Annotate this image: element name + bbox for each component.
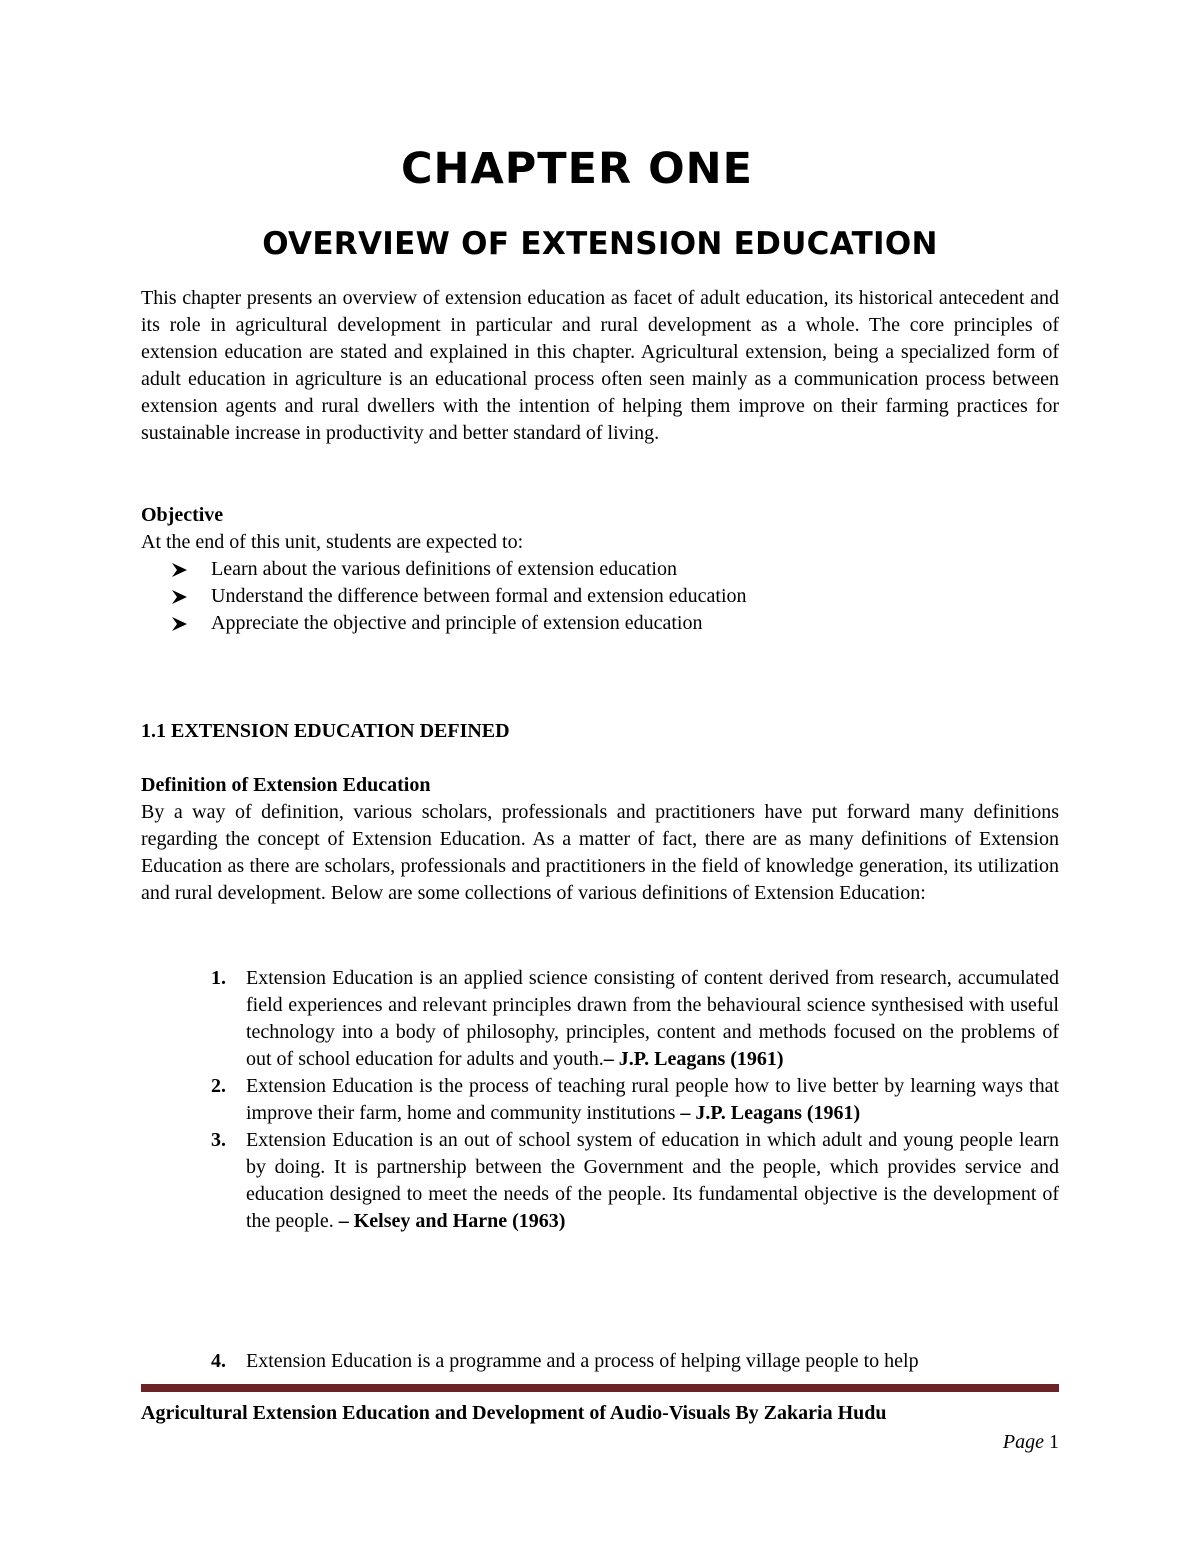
page-label: Page bbox=[1002, 1431, 1044, 1453]
definition-text: Extension Education is a programme and a process of helping village people to help bbox=[246, 1350, 919, 1372]
list-item bbox=[168, 610, 1059, 637]
arrow-bullet-icon bbox=[168, 556, 192, 583]
definition-heading: Definition of Extension Education bbox=[141, 774, 431, 796]
definition-text: Extension Education is the process of teaching rural people how to live better by learning ways that improve their farm, home and community institutions bbox=[246, 1075, 1059, 1124]
definition-number: 1. bbox=[211, 967, 226, 989]
page-number bbox=[1003, 1429, 1059, 1456]
footer-rule bbox=[141, 1384, 1059, 1392]
arrow-bullet-icon bbox=[168, 583, 192, 610]
objective-list bbox=[141, 556, 1059, 637]
list-item bbox=[168, 583, 1059, 610]
definition-author: – Kelsey and Harne (1963) bbox=[333, 1210, 566, 1232]
definition-text: Extension Education is an out of school system of education in which adult and young people learn by doing. It is partnership between the Government and the people, which provides service and education designed to meet the needs of the people. Its fundamental objective is the development of the people. bbox=[246, 1129, 1059, 1232]
definition-body: By a way of definition, various scholars, professionals and practitioners have put forward many definitions regarding the concept of Extension Education. As a matter of fact, there are as many definitions of Extension Education as there are scholars, professionals and practitioners in the field of knowledge generation, its utilization and rural development. Below are some collections of various definitions of Extension Education: bbox=[141, 801, 1059, 904]
intro-paragraph: This chapter presents an overview of extension education as facet of adult education, its historical antecedent and its role in agricultural development in particular and rural development as a whole. The core principles of extension education are stated and explained in this chapter. Agricultural extension, being a specialized form of adult education in agriculture is an educational process often seen mainly as a communication process between extension agents and rural dwellers with the intention of helping them improve on their farming practices for sustainable increase in productivity and better standard of living. bbox=[141, 287, 1059, 444]
definition-number: 4. bbox=[211, 1350, 226, 1372]
objective-item-text: Learn about the various definitions of extension education bbox=[211, 558, 677, 580]
objective-intro: At the end of this unit, students are expected to: bbox=[141, 531, 524, 553]
list-item bbox=[141, 1127, 1059, 1235]
list-item bbox=[141, 1348, 1059, 1375]
list-item bbox=[168, 556, 1059, 583]
definition-author: – J.P. Leagans (1961) bbox=[675, 1102, 861, 1124]
page-number-value: 1 bbox=[1049, 1431, 1059, 1453]
definition-list-continued bbox=[141, 1348, 1059, 1375]
objective-item-text: Understand the difference between formal and extension education bbox=[211, 585, 747, 607]
objective-block bbox=[141, 502, 1059, 637]
definition-number: 3. bbox=[211, 1129, 226, 1151]
chapter-subtitle: OVERVIEW OF EXTENSION EDUCATION bbox=[262, 226, 938, 262]
definition-author: – J.P. Leagans (1961) bbox=[603, 1048, 784, 1070]
list-item bbox=[141, 965, 1059, 1073]
definition-block bbox=[141, 772, 1059, 907]
list-item bbox=[141, 1073, 1059, 1127]
definition-list bbox=[141, 965, 1059, 1235]
definition-text: Extension Education is an applied science consisting of content derived from research, accumulated field experiences and relevant principles drawn from the behavioural science synthesised with useful technology into a body of philosophy, principles, content and methods focused on the problems of out of school education for adults and youth. bbox=[246, 967, 1059, 1070]
section-heading: 1.1 EXTENSION EDUCATION DEFINED bbox=[141, 720, 510, 742]
objective-item-text: Appreciate the objective and principle of extension education bbox=[211, 612, 703, 634]
footer-title: Agricultural Extension Education and Development of Audio-Visuals By Zakaria Hudu bbox=[141, 1402, 887, 1424]
definition-number: 2. bbox=[211, 1075, 226, 1097]
chapter-title: CHAPTER ONE bbox=[400, 144, 754, 194]
objective-heading: Objective bbox=[141, 504, 224, 526]
arrow-bullet-icon bbox=[168, 610, 192, 637]
